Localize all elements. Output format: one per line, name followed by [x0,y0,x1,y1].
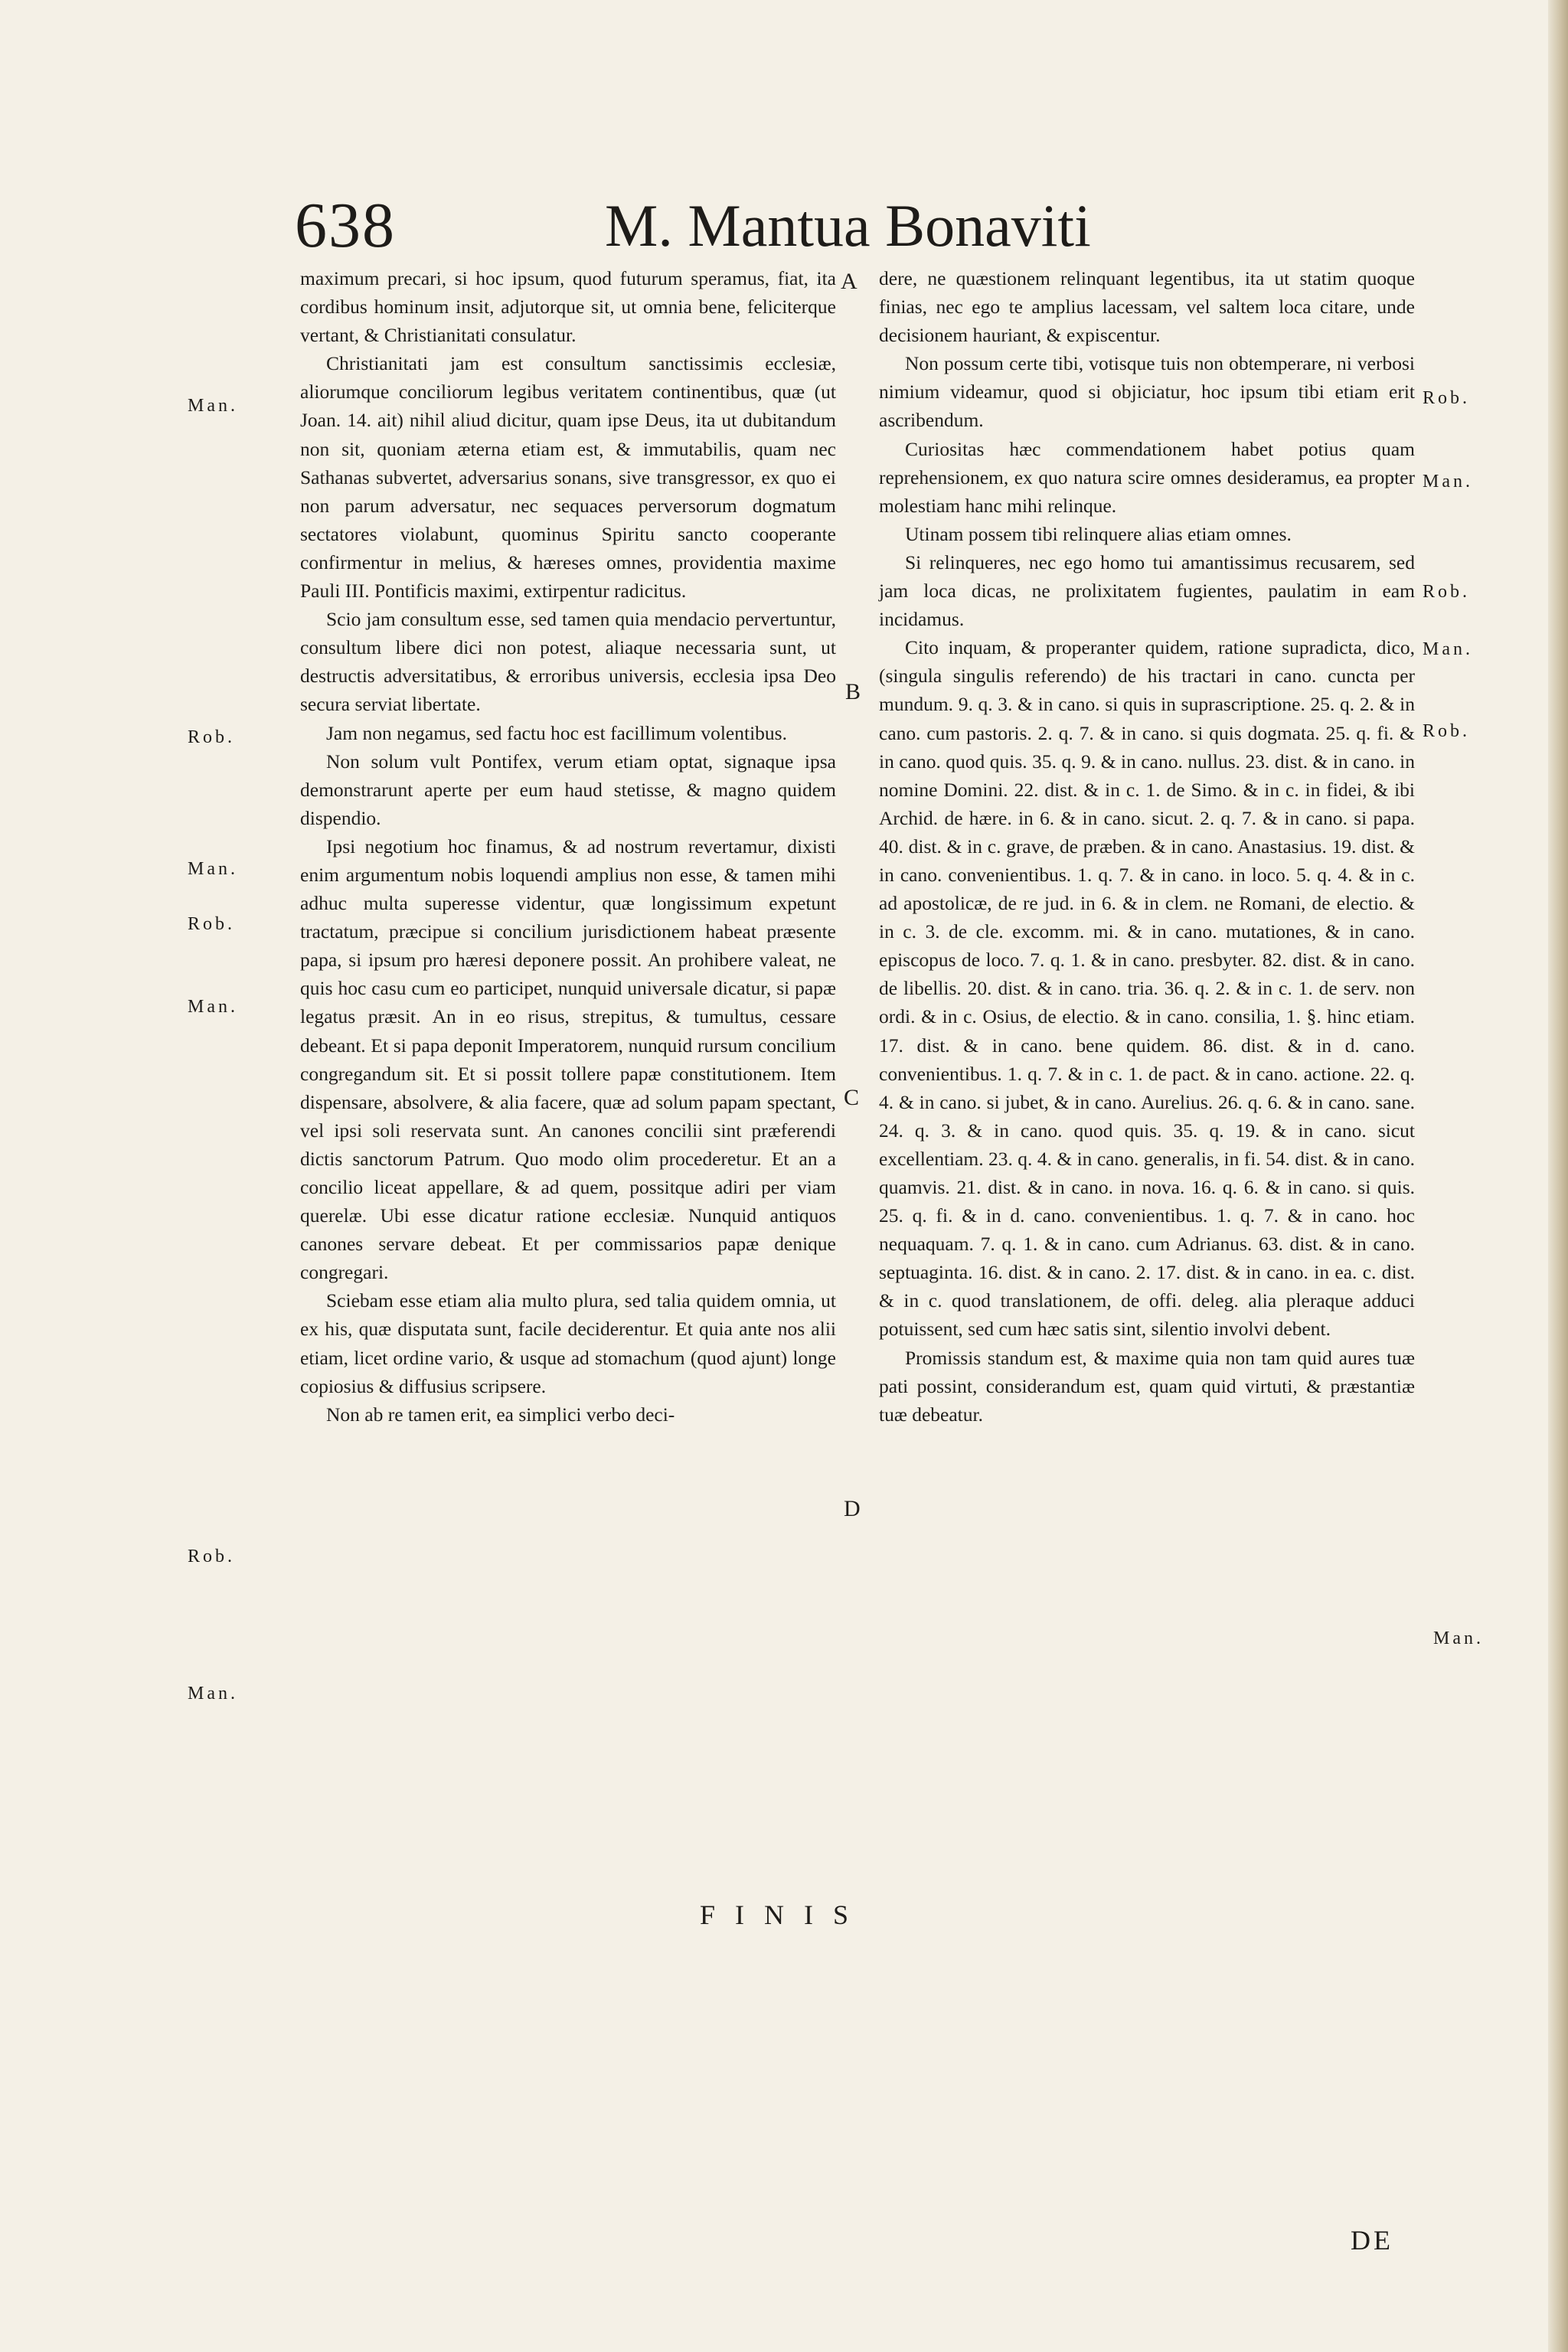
speaker-label: Man. [188,396,238,416]
speaker-label: Man. [1433,1628,1484,1648]
paragraph: Scio jam consultum esse, sed tamen quia mendacio pervertuntur, consultum libere dici non potest, aliaque necessaria sunt, ut destructis adversitatibus, & erroribus universis, ecclesia ipsa Deo secura serviat libertate. [300,608,836,716]
paragraph: Ipsi negotium hoc finamus, & ad nostrum revertamur, dixisti enim argumentum nobis loquendi amplius non esse, & tamen mihi adhuc multa superesse videntur, quæ longissimum expetunt tractatum, præcipue si concilium jurisdictionem habeat præsente papa, si ipsum pro hæresi deponere possit. An prohibere valeat, ne quis hoc casu cum eo participet, nunquid universale dicatur, si papæ legatus præsit. An in eo risus, strepitus, & tumultus, cessare debeant. Et si papa deponit Imperatorem, nunquid rursum concilium congregandum sit. Et si possit tollere papæ constitutionem. Item dispensare, absolvere, & alia facere, quæ ad solum papam spectant, vel ipsi soli reservata sunt. An canones concilii sint præferendi dictis sanctorum Patrum. Quo modo olim procederetur. Et an a concilio liceat appellare, & ad quem, possitque adiri per viam querelæ. Ubi esse dicatur ratione ecclesiæ. Nunquid antiquos canones servare debeat. Et per commissarios papæ denique congregari. [300,835,836,1284]
paragraph: Utinam possem tibi relinquere alias etiam omnes. [905,522,1292,545]
left-column [300,264,836,1429]
paragraph: Si relinqueres, nec ego homo tui amantissimus recusarem, sed jam loca dicas, ne prolixitatem fugientes, paulatim in eam incidamus. [879,550,1415,631]
paragraph: Non solum vult Pontifex, verum etiam optat, signaque ipsa demonstrarunt aperte per eum haud stetisse, & magno quidem dispendio. [300,750,836,829]
paragraph: Non possum certe tibi, votisque tuis non obtemperare, ni verbosi nimium videamur, quod si objiciatur, hoc ipsum tibi etiam erit ascribendum. [879,352,1415,432]
section-letter-d: D [844,1496,861,1521]
speaker-label: Rob. [1423,721,1471,741]
paragraph: Non ab re tamen erit, ea simplici verbo deci- [326,1403,675,1426]
speaker-label: Man. [188,997,238,1017]
right-column-text [879,264,1415,1429]
paragraph: Jam non negamus, sed factu hoc est facillimum volentibus. [326,721,787,744]
speaker-label: Man. [188,1684,238,1704]
speaker-label: Man. [1423,639,1473,659]
paragraph: Curiositas hæc commendationem habet potius quam reprehensionem, ex quo natura scire omnes desideramus, ea propter molestiam hanc mihi relinque. [879,437,1415,517]
left-column-text [300,264,836,1429]
catchword: DE [1351,2225,1393,2256]
page-edge [1548,0,1568,2352]
running-title: M. Mantua Bonaviti [605,192,1091,259]
paragraph: Christianitati jam est consultum sanctissimis ecclesiæ, aliorumque conciliorum legibus veritatem continentibus, quæ (ut Joan. 14. ait) nihil aliud dicitur, quam ipse Deus, ita ut dubitandum non sit, quoniam æterna etiam est, & immutabilis, quam nec Sathanas subvertet, adversarius sonans, sive transgressor, ex quo ei non parum adversatur, nec sequaces perversorum dogmatum sectatores violabunt, quominus Spiritu sancto cooperante confirmentur in melius, & hæreses omnes, providentia maxime Pauli III. Pontificis maximi, extirpentur radicitus. [300,352,836,603]
speaker-label: Rob. [188,914,236,934]
paragraph: maximum precari, si hoc ipsum, quod futurum speramus, fiat, ita cordibus hominum insit, adjutorque sit, ut omnia bene, feliciterque vertant, & Christianitati consulatur. [300,267,836,347]
page-header [0,191,1568,260]
page-number: 638 [295,190,396,261]
right-column [879,264,1415,1429]
speaker-label: Man. [1423,472,1473,492]
section-letter-a: A [841,269,858,294]
paragraph: Cito inquam, & properanter quidem, ratione supradicta, dico, (singula singulis referendo) de his tractari in cano. cuncta per mundum. 9. q. 3. & in cano. si quis in suprascriptione. 25. q. 2. & in cano. cum pastoris. 2. q. 7. & in cano. si quis dogmata. 25. q. fi. & in cano. quod quis. 35. q. 9. & in cano. nullus. 23. dist. & in cano. in nomine Domini. 22. dist. & in c. 1. de Simo. & in c. in fidei, & ibi Archid. de hære. in 6. & in cano. sicut. 2. q. 7. & in cano. si papa. 40. dist. & in c. grave, de præben. & in cano. Anastasius. 19. dist. & in cano. convenientibus. 1. q. 7. & in cano. in loco. 5. q. 4. & in c. ad apostolicæ, de re jud. in 6. & in clem. ne Romani, de electio. & in c. 3. de cle. excomm. mi. & in cano. mutationes, & in cano. episcopus de loco. 7. q. 1. & in cano. presbyter. 82. dist. & in cano. de libellis. 20. dist. & in cano. tria. 36. q. 2. & in c. 1. de serv. non ordi. & in c. Osius, de electio. & in cano. consilia, 1. §. hinc etiam. 17. dist. & in cano. bene quidem. 86. dist. & in d. cano. convenientibus. 1. q. 7. & in c. 1. de pact. & in cano. actione. 22. q. 4. & in cano. si jubet, & in cano. Aurelius. 26. q. 6. & in cano. sane. 24. q. 3. & in cano. quod quis. 35. q. 19. & in cano. sicut excellentiam. 23. q. 4. & in cano. generalis, in fi. 54. dist. & in cano. quamvis. 21. dist. & in cano. in nova. 16. q. 6. & in cano. si quis. 25. q. fi. & in d. cano. convenientibus. 1. q. 7. & in cano. hoc nequaquam. 7. q. 1. & in cano. cum Adrianus. 63. dist. & in cano. septuaginta. 16. dist. & in cano. 2. 17. dist. & in cano. in ea. c. dist. & in c. quod translationem, de offi. deleg. alia pleraque adduci potuissent, sed cum hæc satis sint, silentio involvi debent. [879,636,1415,1341]
section-letter-c: C [844,1085,860,1110]
finis-label: FINIS [699,1900,869,1930]
speaker-label: Rob. [1423,582,1471,602]
paragraph: Sciebam esse etiam alia multo plura, sed talia quidem omnia, ut ex his, quæ disputata sunt, facile deciderentur. Et quia ante nos alii etiam, licet ordine vario, & usque ad stomachum (quod ajunt) longe copiosius & diffusius scripsere. [300,1289,836,1397]
paragraph: dere, ne quæstionem relinquant legentibus, ita ut statim quoque finias, nec ego te amplius lacessam, vel saltem loca citare, unde decisionem hauriant, & expiscentur. [879,267,1415,347]
paragraph: Promissis standum est, & maxime quia non tam quid aures tuæ pati possint, considerandum est, quam quid virtuti, & præstantiæ tuæ debeatur. [879,1346,1415,1426]
speaker-label: Rob. [1423,388,1471,408]
speaker-label: Rob. [188,727,236,747]
speaker-label: Man. [188,859,238,879]
section-letter-b: B [845,679,861,704]
speaker-label: Rob. [188,1547,236,1566]
